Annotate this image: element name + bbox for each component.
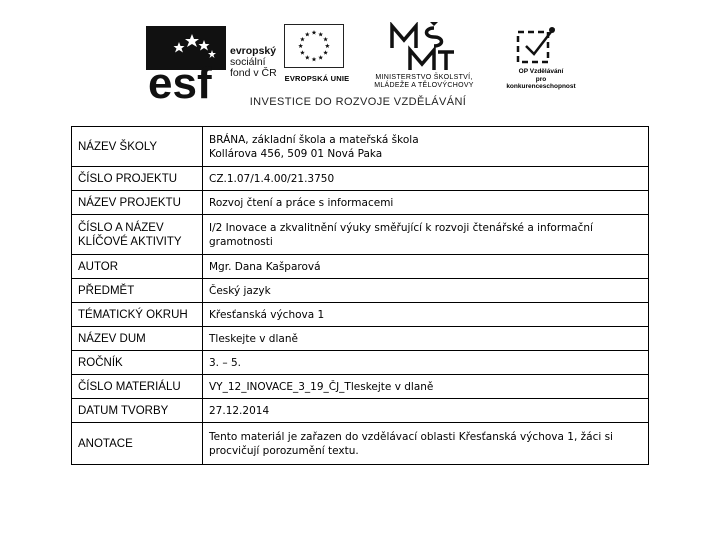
field-value [203, 255, 649, 279]
field-value-line: Tento materiál je zařazen do vzdělávací oblasti Křesťanská výchova 1, žáci si [209, 430, 613, 443]
field-label [72, 215, 203, 255]
field-label [72, 191, 203, 215]
table-row [72, 255, 649, 279]
table-row [72, 351, 649, 375]
field-value-line: I/2 Inovace a zkvalitnění výuky směřující k rozvoji čtenářské a informační [209, 221, 593, 234]
eu-star-icon [305, 55, 310, 59]
field-label [72, 399, 203, 423]
eu-star-icon [318, 55, 323, 59]
table-row [72, 423, 649, 465]
eu-flag-icon [284, 24, 344, 68]
eu-star-icon [323, 50, 328, 54]
field-value [203, 375, 649, 399]
field-label-line: ANOTACE [78, 437, 133, 450]
eu-caption: EVROPSKÁ UNIE [284, 74, 350, 83]
table-row [72, 127, 649, 167]
table-row [72, 215, 649, 255]
eu-star-icon [305, 32, 310, 36]
field-value-line: Český jazyk [209, 284, 271, 297]
table-row [72, 327, 649, 351]
metadata-table-body [72, 127, 649, 465]
metadata-table [71, 126, 649, 465]
esf-line-2: sociální [230, 56, 266, 68]
eu-star-icon [325, 44, 330, 48]
field-value [203, 327, 649, 351]
field-label [72, 279, 203, 303]
eu-star-icon [300, 37, 305, 41]
field-value-line: VY_12_INOVACE_3_19_ČJ_Tleskejte v dlaně [209, 380, 434, 393]
msmt-logo [358, 22, 488, 102]
field-value [203, 215, 649, 255]
esf-mark-icon [146, 26, 226, 100]
field-value [203, 423, 649, 465]
field-label-line: NÁZEV DUM [78, 332, 146, 345]
field-label [72, 327, 203, 351]
eu-star-icon [312, 57, 317, 61]
msmt-caption-line-1: MINISTERSTVO ŠKOLSTVÍ, [375, 74, 473, 81]
esf-letters: esf [148, 59, 212, 100]
field-label [72, 127, 203, 167]
field-value-line: Tleskejte v dlaně [209, 332, 298, 345]
field-label-line: AUTOR [78, 260, 119, 273]
table-row [72, 191, 649, 215]
field-label-line: NÁZEV PROJEKTU [78, 196, 181, 209]
field-label [72, 423, 203, 465]
table-row [72, 303, 649, 327]
field-label-line: NÁZEV ŠKOLY [78, 140, 158, 153]
table-row [72, 375, 649, 399]
msmt-mark-icon [388, 22, 458, 74]
table-row [72, 279, 649, 303]
msmt-caption [358, 74, 490, 90]
field-label-line: ČÍSLO A NÁZEV [78, 221, 164, 234]
field-label-line: PŘEDMĚT [78, 284, 135, 297]
field-value-line: procvičují porozumění textu. [209, 444, 359, 457]
field-value [203, 399, 649, 423]
esf-line-3: fond v ČR [230, 67, 277, 79]
field-value-line: Rozvoj čtení a práce s informacemi [209, 196, 394, 209]
slogan: INVESTICE DO ROZVOJE VZDĚLÁVÁNÍ [249, 96, 467, 108]
eu-star-icon [312, 30, 317, 34]
field-label [72, 255, 203, 279]
field-label-line: ČÍSLO PROJEKTU [78, 172, 178, 185]
eu-star-icon [298, 44, 303, 48]
field-label-line: DATUM TVORBY [78, 404, 169, 417]
field-label-line: TÉMATICKÝ OKRUH [78, 308, 188, 321]
field-label [72, 351, 203, 375]
field-value [203, 167, 649, 191]
field-label [72, 375, 203, 399]
field-label-line: ROČNÍK [78, 356, 123, 369]
field-value-line: CZ.1.07/1.4.00/21.3750 [209, 172, 335, 185]
field-value-line: BRÁNA, základní škola a mateřská škola [209, 133, 419, 146]
op-logo [502, 22, 580, 102]
logo-banner [140, 18, 580, 113]
field-value [203, 351, 649, 375]
esf-wordmark [230, 46, 277, 79]
op-mark-icon [512, 22, 562, 66]
op-caption-line-1: OP Vzdělávání [518, 68, 564, 75]
field-value [203, 279, 649, 303]
field-label-line: ČÍSLO MATERIÁLU [78, 380, 181, 393]
field-value-line: Kollárova 456, 509 01 Nová Paka [209, 147, 383, 160]
field-label [72, 167, 203, 191]
esf-line-1: evropský [230, 45, 277, 57]
field-value [203, 303, 649, 327]
field-value-line: 27.12.2014 [209, 404, 270, 417]
msmt-caption-line-2: MLÁDEŽE A TĚLOVÝCHOVY [374, 82, 474, 89]
field-label [72, 303, 203, 327]
field-label-line: KLÍČOVÉ AKTIVITY [78, 235, 182, 248]
field-value [203, 191, 649, 215]
field-value [203, 127, 649, 167]
table-row [72, 167, 649, 191]
eu-logo [278, 24, 352, 100]
field-value-line: gramotnosti [209, 235, 273, 248]
field-value-line: Křesťanská výchova 1 [209, 308, 325, 321]
op-caption [502, 68, 580, 91]
esf-logo [146, 26, 278, 100]
eu-star-icon [318, 32, 323, 36]
field-value-line: Mgr. Dana Kašparová [209, 260, 321, 273]
eu-star-icon [300, 50, 305, 54]
table-row [72, 399, 649, 423]
eu-star-icon [323, 37, 328, 41]
op-caption-line-2: pro konkurenceschopnost [506, 75, 576, 90]
field-value-line: 3. – 5. [209, 356, 241, 369]
